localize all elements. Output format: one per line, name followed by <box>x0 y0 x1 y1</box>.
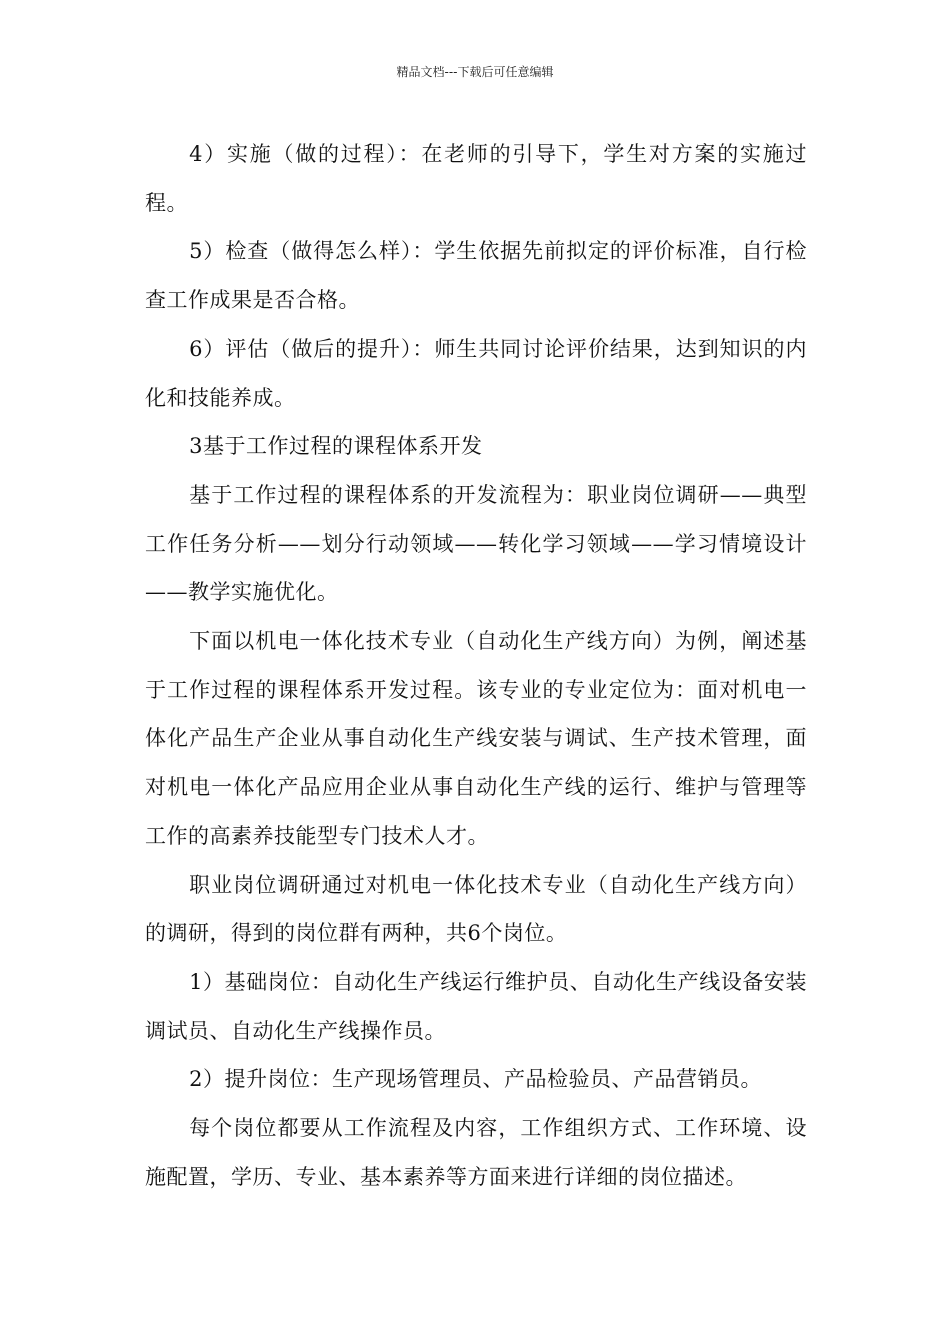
paragraph-survey: 职业岗位调研通过对机电一体化技术专业（自动化生产线方向）的调研，得到的岗位群有两种，共6个岗位。 <box>145 872 807 946</box>
section-heading: 3基于工作过程的课程体系开发 <box>189 434 483 459</box>
document-body <box>145 130 807 1201</box>
paragraph-advanced-posts: 2）提升岗位：生产现场管理员、产品检验员、产品营销员。 <box>189 1067 762 1092</box>
paragraph-step-5: 5）检查（做得怎么样）：学生依据先前拟定的评价标准，自行检查工作成果是否合格。 <box>145 239 807 313</box>
paragraph-basic-posts: 1）基础岗位：自动化生产线运行维护员、自动化生产线设备安装调试员、自动化生产线操作员。 <box>145 969 807 1043</box>
page-header: 精品文档---下载后可任意编辑 <box>396 65 554 79</box>
paragraph-example: 下面以机电一体化技术专业（自动化生产线方向）为例，阐述基于工作过程的课程体系开发过程。该专业的专业定位为：面对机电一体化产品生产企业从事自动化生产线安装与调试、生产技术管理，面对机电一体化产品应用企业从事自动化生产线的运行、维护与管理等工作的高素养技能型专门技术人才。 <box>145 629 807 848</box>
paragraph-step-4: 4）实施（做的过程）：在老师的引导下，学生对方案的实施过程。 <box>145 142 807 215</box>
paragraph-flow: 基于工作过程的课程体系的开发流程为：职业岗位调研——典型工作任务分析——划分行动领域——转化学习领域——学习情境设计——教学实施优化。 <box>145 482 807 605</box>
paragraph-step-6: 6）评估（做后的提升）：师生共同讨论评价结果，达到知识的内化和技能养成。 <box>145 336 807 410</box>
paragraph-post-description: 每个岗位都要从工作流程及内容，工作组织方式、工作环境、设施配置，学历、专业、基本素养等方面来进行详细的岗位描述。 <box>145 1116 807 1189</box>
